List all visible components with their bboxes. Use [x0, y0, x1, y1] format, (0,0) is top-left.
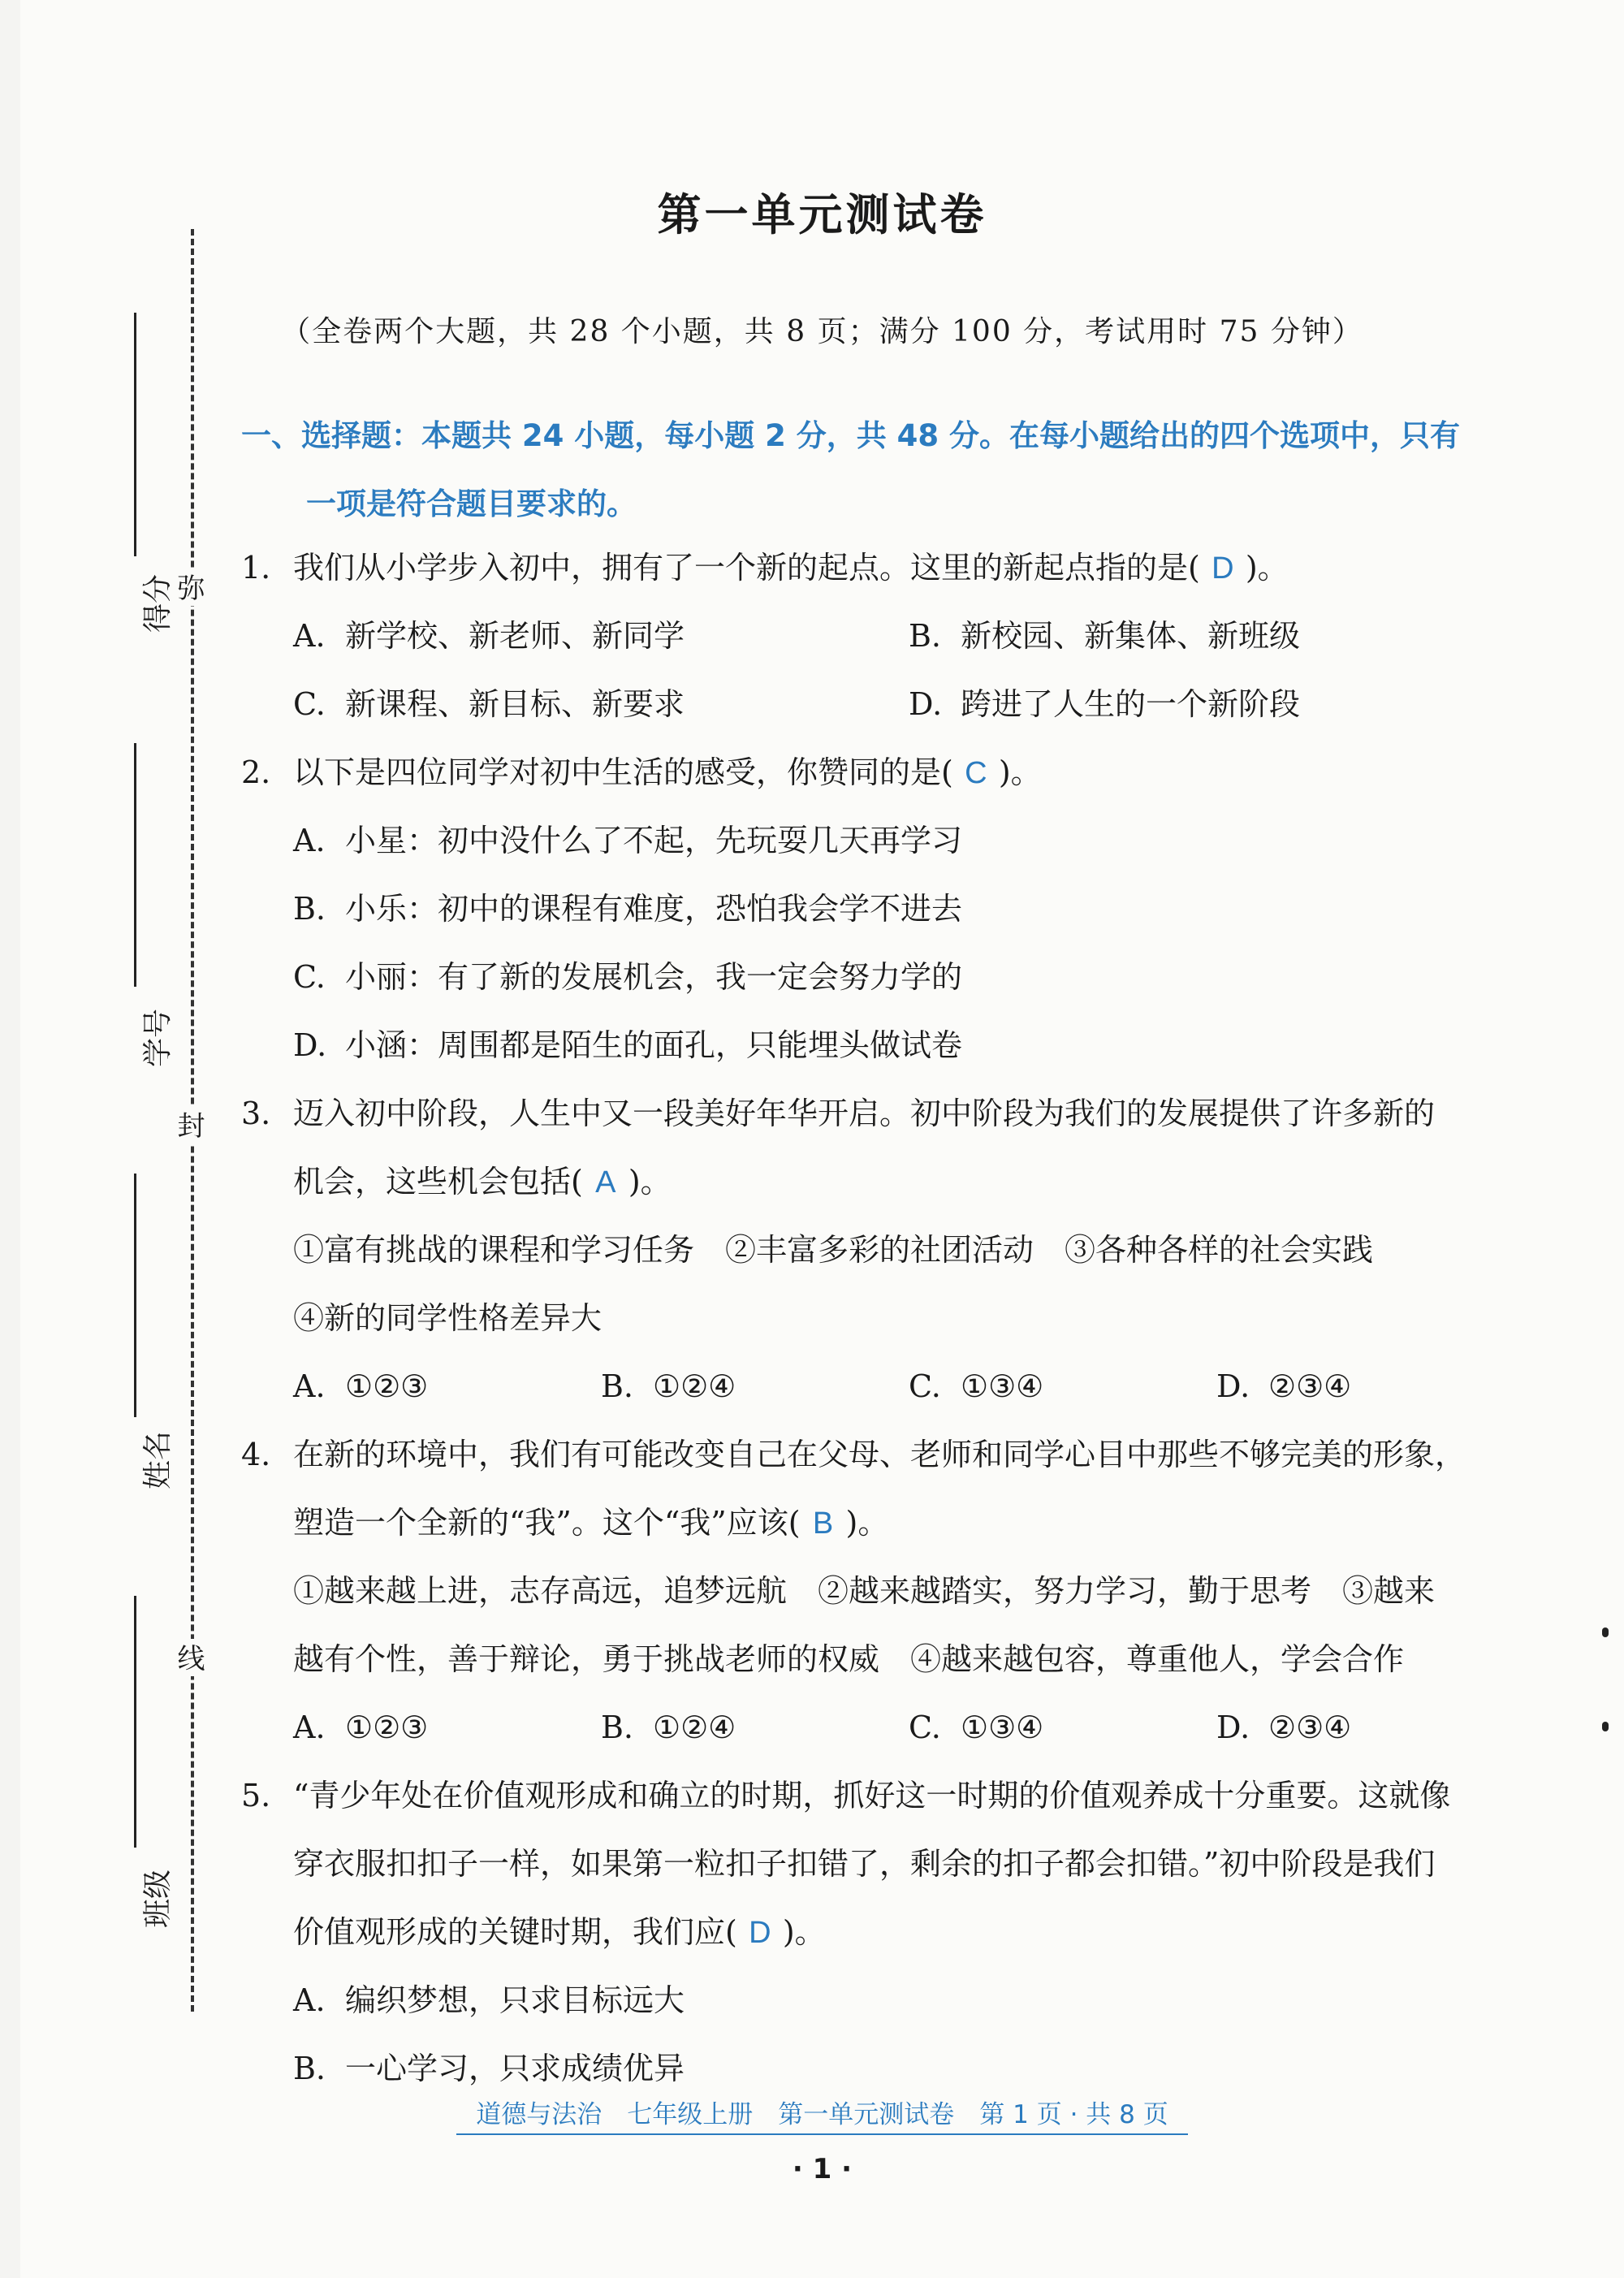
question-stem: [241, 534, 1524, 602]
option-letter: A.: [293, 823, 326, 858]
option-text: ①③④: [961, 1368, 1044, 1404]
stem-text: 以下是四位同学对初中生活的感受，你赞同的是(: [293, 754, 953, 790]
answer-mark: D: [749, 1916, 771, 1950]
option-text: ①②④: [653, 1368, 736, 1404]
option-text: ②③④: [1268, 1710, 1352, 1745]
exam-page: [20, 0, 1624, 2278]
option-text: ②③④: [1268, 1368, 1352, 1404]
question-stem-cont: [241, 1489, 1524, 1557]
option-c[interactable]: [909, 1352, 1216, 1420]
question-number: 1.: [241, 550, 271, 586]
question-number: 2.: [241, 754, 271, 790]
stem-text: 我们从小学步入初中，拥有了一个新的起点。这里的新起点指的是(: [293, 550, 1200, 586]
option-a[interactable]: [293, 1352, 601, 1420]
question-number: 4.: [241, 1437, 271, 1472]
option-b[interactable]: [241, 2034, 1524, 2103]
question-3: [241, 1079, 1524, 1420]
question-number: 5.: [241, 1778, 271, 1813]
class-underline: [134, 1596, 136, 1848]
option-letter: A.: [293, 618, 326, 654]
option-b[interactable]: [601, 1352, 909, 1420]
question-stem: [241, 1761, 1524, 1830]
option-text: 一心学习，只求成绩优异: [345, 2051, 685, 2086]
answer-mark: A: [595, 1165, 616, 1200]
section-heading: [241, 402, 1516, 538]
option-text: 编织梦想，只求目标远大: [345, 1982, 685, 2018]
exam-info: （全卷两个大题，共 28 个小题，共 8 页；满分 100 分，考试用时 75 分钟）: [281, 315, 1363, 348]
option-letter: D.: [293, 1027, 327, 1063]
option-letter: D.: [1216, 1368, 1250, 1404]
option-letter: B.: [601, 1710, 634, 1745]
option-text: 小乐：初中的课程有难度，恐怕我会学不进去: [345, 891, 963, 927]
option-a[interactable]: [241, 806, 1524, 875]
option-d[interactable]: [1216, 1352, 1524, 1420]
question-stem-cont: 穿衣服扣扣子一样，如果第一粒扣子扣错了，剩余的扣子都会扣错。”初中阶段是我们: [293, 1846, 1436, 1882]
page-number: · 1 ·: [792, 2153, 853, 2185]
section-heading-line1: 一、选择题：本题共 24 小题，每小题 2 分，共 48 分。在每小题给出的四个选项中，只有: [241, 418, 1461, 453]
stem-text: 价值观形成的关键时期，我们应(: [293, 1914, 737, 1950]
statement-list-cont: ④新的同学性格差异大: [293, 1300, 603, 1336]
page-title: 第一单元测试卷: [657, 189, 987, 240]
option-d[interactable]: [909, 670, 1524, 738]
question-stem-cont: [241, 1898, 1524, 1966]
option-a[interactable]: [293, 1693, 601, 1761]
option-text: 小涵：周围都是陌生的面孔，只能埋头做试卷: [345, 1027, 963, 1063]
stem-text: “青少年处在价值观形成和确立的时期，抓好这一时期的价值观养成十分重要。这就像: [293, 1778, 1451, 1813]
option-c[interactable]: [241, 943, 1524, 1011]
question-stem: [241, 1420, 1524, 1489]
footer-book-info: 道德与法治 七年级上册 第一单元测试卷 第 1 页 · 共 8 页: [456, 2094, 1187, 2135]
option-row: [241, 1693, 1524, 1761]
stem-text: 迈入初中阶段，人生中又一段美好年华开启。初中阶段为我们的发展提供了许多新的: [293, 1096, 1436, 1131]
stem-text: 在新的环境中，我们有可能改变自己在父母、老师和同学心目中那些不够完美的形象，: [293, 1437, 1466, 1472]
question-4: [241, 1420, 1524, 1761]
option-letter: B.: [909, 618, 942, 654]
answer-mark: B: [812, 1506, 834, 1541]
statement-list-cont: 越有个性，善于辩论，勇于挑战老师的权威 ④越来越包容，尊重他人，学会合作: [293, 1641, 1405, 1677]
scan-speck: [1602, 1722, 1609, 1731]
question-5: [241, 1761, 1524, 2103]
stem-text-end: )。: [1245, 550, 1289, 586]
stem-text: 机会，这些机会包括(: [293, 1164, 583, 1200]
option-d[interactable]: [241, 1011, 1524, 1079]
option-text: 新学校、新老师、新同学: [345, 618, 685, 654]
option-letter: A.: [293, 1982, 326, 2018]
option-text: ①③④: [961, 1710, 1044, 1745]
stem-text-end: )。: [845, 1505, 889, 1541]
option-text: 新课程、新目标、新要求: [345, 686, 685, 722]
question-stem: [241, 738, 1524, 806]
answer-mark: D: [1212, 551, 1234, 586]
section-heading-line2: 一项是符合题目要求的。: [306, 486, 637, 521]
student-id-label: 学号: [141, 1009, 175, 1068]
option-text: 新校园、新集体、新班级: [961, 618, 1301, 654]
option-row: [241, 602, 1524, 670]
option-row: [241, 670, 1524, 738]
question-number: 3.: [241, 1096, 271, 1131]
question-1: [241, 534, 1524, 738]
seal-char-mi: 弥: [175, 568, 202, 606]
student-id-underline: [134, 743, 136, 987]
option-d[interactable]: [1216, 1693, 1524, 1761]
option-letter: A.: [293, 1710, 326, 1745]
name-underline: [134, 1174, 136, 1417]
option-letter: D.: [1216, 1710, 1250, 1745]
statement-list: ①越来越上进，志存高远，追梦远航 ②越来越踏实，努力学习，勤于思考 ③越来: [293, 1573, 1436, 1609]
option-letter: B.: [601, 1368, 634, 1404]
option-text: ①②③: [345, 1710, 429, 1745]
seal-char-feng: 封: [175, 1106, 202, 1143]
option-b[interactable]: [909, 602, 1524, 670]
statement-list: ①富有挑战的课程和学习任务 ②丰富多彩的社团活动 ③各种各样的社会实践: [293, 1232, 1374, 1268]
score-label: 得分: [141, 574, 175, 633]
question-2: [241, 738, 1524, 1079]
option-a[interactable]: [293, 602, 909, 670]
name-label: 姓名: [141, 1431, 175, 1490]
stem-text-end: )。: [998, 754, 1042, 790]
option-text: 小丽：有了新的发展机会，我一定会努力学的: [345, 959, 963, 995]
option-text: 跨进了人生的一个新阶段: [961, 686, 1301, 722]
option-letter: A.: [293, 1368, 326, 1404]
option-b[interactable]: [601, 1693, 909, 1761]
option-c[interactable]: [909, 1693, 1216, 1761]
class-label: 班级: [141, 1870, 175, 1929]
seal-char-xian: 线: [175, 1639, 202, 1676]
question-stem-cont: [241, 1148, 1524, 1216]
option-letter: D.: [909, 686, 943, 722]
option-text: 小星：初中没什么了不起，先玩耍几天再学习: [345, 823, 963, 858]
option-row: [241, 1352, 1524, 1420]
option-c[interactable]: [293, 670, 909, 738]
stem-text-end: )。: [628, 1164, 672, 1200]
option-letter: C.: [909, 1368, 941, 1404]
stem-text: 塑造一个全新的“我”。这个“我”应该(: [293, 1505, 801, 1541]
answer-mark: C: [965, 756, 987, 790]
option-letter: C.: [293, 959, 326, 995]
scan-speck: [1602, 1627, 1609, 1637]
page-footer: [20, 2094, 1624, 2185]
option-text: ①②③: [345, 1368, 429, 1404]
option-letter: C.: [293, 686, 326, 722]
option-a[interactable]: [241, 1966, 1524, 2034]
option-letter: C.: [909, 1710, 941, 1745]
option-letter: B.: [293, 2051, 326, 2086]
option-b[interactable]: [241, 875, 1524, 943]
option-text: ①②④: [653, 1710, 736, 1745]
option-letter: B.: [293, 891, 326, 927]
stem-text-end: )。: [782, 1914, 826, 1950]
question-stem: [241, 1079, 1524, 1148]
